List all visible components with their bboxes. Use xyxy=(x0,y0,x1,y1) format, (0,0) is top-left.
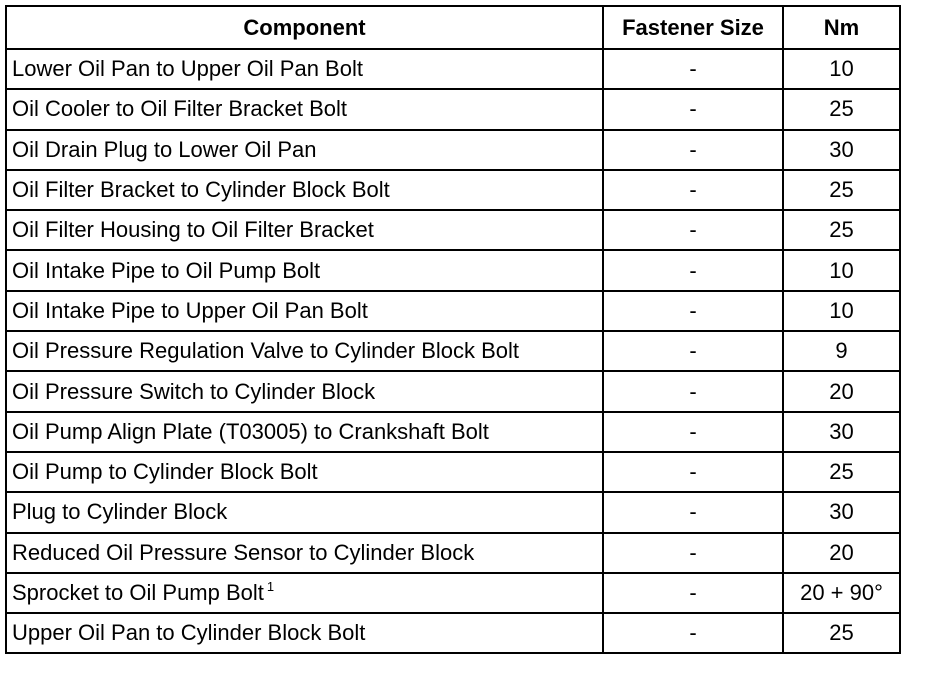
component-cell xyxy=(6,210,603,250)
component-name: Plug to Cylinder Block xyxy=(12,499,228,525)
component-cell xyxy=(6,452,603,492)
fastener-size-cell: - xyxy=(603,250,783,290)
torque-nm-cell: 30 xyxy=(783,492,900,532)
component-cell xyxy=(6,573,603,613)
header-row xyxy=(6,6,900,49)
table-row xyxy=(6,412,900,452)
component-name: Lower Oil Pan to Upper Oil Pan Bolt xyxy=(12,56,363,82)
table-row xyxy=(6,331,900,371)
table-row xyxy=(6,170,900,210)
torque-nm-cell: 30 xyxy=(783,130,900,170)
table-row xyxy=(6,291,900,331)
table-row xyxy=(6,613,900,653)
component-name: Sprocket to Oil Pump Bolt xyxy=(12,580,264,605)
table-row xyxy=(6,492,900,532)
torque-nm-cell: 25 xyxy=(783,170,900,210)
component-name: Oil Pressure Regulation Valve to Cylinder Block Bolt xyxy=(12,338,520,364)
component-cell xyxy=(6,291,603,331)
component-cell xyxy=(6,170,603,210)
component-name: Oil Filter Housing to Oil Filter Bracket xyxy=(12,217,374,243)
header-fastener-size: Fastener Size xyxy=(603,6,783,49)
component-cell xyxy=(6,492,603,532)
torque-nm-cell: 25 xyxy=(783,89,900,129)
component-name: Oil Intake Pipe to Upper Oil Pan Bolt xyxy=(12,297,368,323)
torque-nm-cell: 10 xyxy=(783,49,900,89)
fastener-size-cell: - xyxy=(603,130,783,170)
fastener-size-cell: - xyxy=(603,49,783,89)
torque-nm-cell: 30 xyxy=(783,412,900,452)
fastener-size-cell: - xyxy=(603,412,783,452)
torque-nm-cell: 20 + 90° xyxy=(783,573,900,613)
component-name: Oil Pump to Cylinder Block Bolt xyxy=(12,459,318,485)
table-row xyxy=(6,49,900,89)
torque-nm-cell: 20 xyxy=(783,533,900,573)
component-name: Oil Pressure Switch to Cylinder Block xyxy=(12,378,376,404)
component-cell xyxy=(6,89,603,129)
component-name: Oil Drain Plug to Lower Oil Pan xyxy=(12,136,317,162)
torque-nm-cell: 10 xyxy=(783,250,900,290)
component-cell xyxy=(6,130,603,170)
fastener-size-cell: - xyxy=(603,170,783,210)
table-row xyxy=(6,250,900,290)
table-row xyxy=(6,130,900,170)
component-cell xyxy=(6,49,603,89)
torque-nm-cell: 25 xyxy=(783,452,900,492)
table-row xyxy=(6,533,900,573)
component-cell xyxy=(6,250,603,290)
table-body xyxy=(6,49,900,653)
fastener-size-cell: - xyxy=(603,452,783,492)
torque-nm-cell: 9 xyxy=(783,331,900,371)
footnote-marker: 1 xyxy=(266,579,275,594)
table-row xyxy=(6,573,900,613)
fastener-size-cell: - xyxy=(603,533,783,573)
fastener-size-cell: - xyxy=(603,331,783,371)
fastener-size-cell: - xyxy=(603,492,783,532)
fastener-size-cell: - xyxy=(603,371,783,411)
table-row xyxy=(6,452,900,492)
fastener-size-cell: - xyxy=(603,210,783,250)
component-cell xyxy=(6,613,603,653)
torque-spec-table xyxy=(5,5,901,654)
component-name: Oil Intake Pipe to Oil Pump Bolt xyxy=(12,257,321,283)
component-name: Upper Oil Pan to Cylinder Block Bolt xyxy=(12,620,366,646)
torque-nm-cell: 25 xyxy=(783,613,900,653)
component-name: Reduced Oil Pressure Sensor to Cylinder Block xyxy=(12,539,475,565)
component-cell xyxy=(6,371,603,411)
header-component: Component xyxy=(6,6,603,49)
component-cell xyxy=(6,331,603,371)
component-cell xyxy=(6,412,603,452)
fastener-size-cell: - xyxy=(603,89,783,129)
component-name: Oil Pump Align Plate (T03005) to Crankshaft Bolt xyxy=(12,418,489,444)
table-row xyxy=(6,89,900,129)
component-name: Oil Cooler to Oil Filter Bracket Bolt xyxy=(12,96,347,122)
table-row xyxy=(6,210,900,250)
torque-nm-cell: 25 xyxy=(783,210,900,250)
torque-nm-cell: 20 xyxy=(783,371,900,411)
component-name: Oil Filter Bracket to Cylinder Block Bolt xyxy=(12,177,390,203)
fastener-size-cell: - xyxy=(603,291,783,331)
fastener-size-cell: - xyxy=(603,613,783,653)
torque-nm-cell: 10 xyxy=(783,291,900,331)
component-cell xyxy=(6,533,603,573)
table-row xyxy=(6,371,900,411)
fastener-size-cell: - xyxy=(603,573,783,613)
header-nm: Nm xyxy=(783,6,900,49)
